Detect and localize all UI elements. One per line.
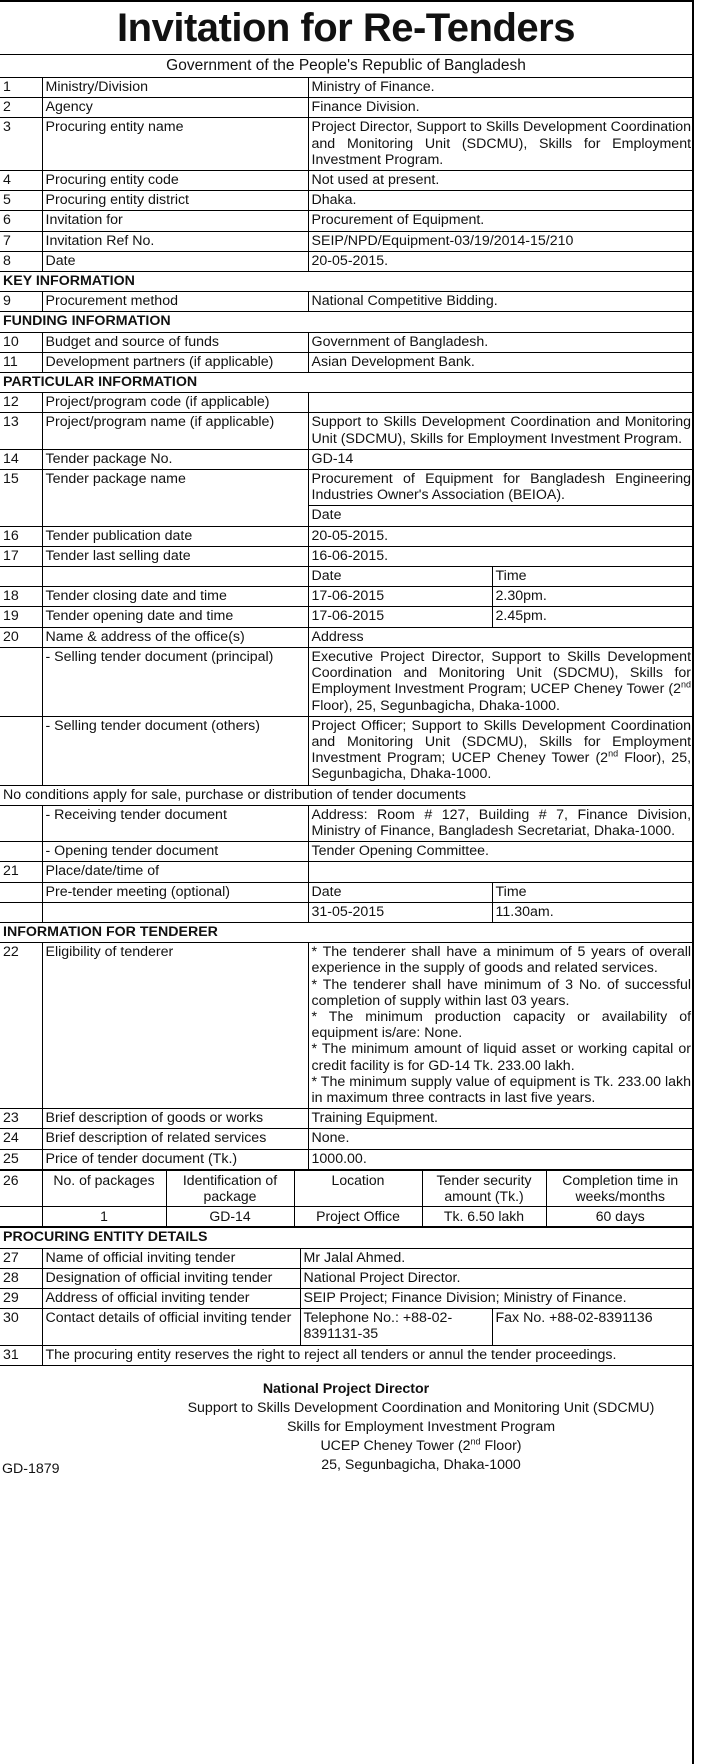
table-row: 16 Tender publication date 20-05-2015. <box>0 526 694 546</box>
table-row: 11 Development partners (if applicable) Asian Development Bank. <box>0 352 694 372</box>
table-row: 30 Contact details of official inviting tender Telephone No.: +88-02-8391131-35 Fax No. +88-02-8391136 <box>0 1309 694 1345</box>
entity-table <box>0 1227 694 1365</box>
table-row: Pre-tender meeting (optional) Date Time <box>0 882 694 902</box>
table-row: - Receiving tender document Address: Room # 127, Building # 7, Finance Division, Ministry of Finance, Bangladesh Secretariat, Dhaka-1000. <box>0 805 694 841</box>
page-title: Invitation for Re-Tenders <box>117 6 575 50</box>
table-row: No conditions apply for sale, purchase or distribution of tender documents <box>0 785 694 805</box>
table-row: 6 Invitation for Procurement of Equipment. <box>0 211 694 231</box>
table-row: 31-05-2015 11.30am. <box>0 902 694 922</box>
table-row: 31 The procuring entity reserves the right to reject all tenders or annul the tender proceedings. <box>0 1345 694 1365</box>
table-row: 20 Name & address of the office(s) Address <box>0 627 694 647</box>
signature-block <box>0 1366 692 1475</box>
tender-table <box>0 77 694 1170</box>
table-row: Date Time <box>0 567 694 587</box>
table-row: 7 Invitation Ref No. SEIP/NPD/Equipment-03/19/2014-15/210 <box>0 231 694 251</box>
table-row: 14 Tender package No. GD-14 <box>0 449 694 469</box>
table-row: 23 Brief description of goods or works Training Equipment. <box>0 1109 694 1129</box>
table-row: 1 Ministry/Division Ministry of Finance. <box>0 78 694 98</box>
table-row: 9 Procurement method National Competitive Bidding. <box>0 292 694 312</box>
table-row: 29 Address of official inviting tender SEIP Project; Finance Division; Ministry of Finance. <box>0 1289 694 1309</box>
table-row: - Selling tender document (others) Project Officer; Support to Skills Development Coordination and Monitoring Unit (SDCMU), Skills for Employment Investment Program; UCEP Cheney Tower (2nd Floor), 25, Segunbagicha, Dhaka-1000. <box>0 716 694 785</box>
signatory-program: Skills for Employment Investment Program <box>286 1418 556 1435</box>
table-row: - Selling tender document (principal) Executive Project Director, Support to Skills Development Coordination and Monitoring Unit (SDCMU), Skills for Employment Investment Program; UCEP Cheney Tower (2nd Floor), 25, Segunbagicha, Dhaka-1000. <box>0 647 694 716</box>
table-row: 2 Agency Finance Division. <box>0 98 694 118</box>
table-row: 25 Price of tender document (Tk.) 1000.00. <box>0 1149 694 1169</box>
package-table <box>0 1170 694 1228</box>
table-row: 12 Project/program code (if applicable) <box>0 393 694 413</box>
eligibility-item: * The minimum amount of liquid asset or working capital or credit facility is for GD-14 Tk. 233.00 lakh. <box>311 1041 692 1074</box>
table-row: Date <box>0 506 694 526</box>
table-row: 1 GD-14 Project Office Tk. 6.50 lakh 60 days <box>0 1207 694 1227</box>
page-subtitle: Government of the People's Republic of Bangladesh <box>0 54 692 77</box>
table-row: 28 Designation of official inviting tender National Project Director. <box>0 1268 694 1288</box>
eligibility-item: * The minimum production capacity or availability of equipment is/are: None. <box>311 1008 692 1042</box>
section-header: FUNDING INFORMATION <box>0 312 694 332</box>
table-row: - Opening tender document Tender Opening Committee. <box>0 842 694 862</box>
table-row: 10 Budget and source of funds Government of Bangladesh. <box>0 332 694 352</box>
table-row: 22 Eligibility of tenderer * The tenderer shall have a minimum of 5 years of overall experience in the supply of goods and related services. * The tenderer shall have minimum of 3 No. of successful completion of supply within last 03 years. * The minimum production capacity or availability of equipment is/are: None. * The minimum amount of liquid asset or working capital or credit facility is for GD-14 Tk. 233.00 lakh. * The minimum supply value of equipment is Tk. 233.00 lakh in maximum three contracts in last five years. <box>0 943 694 1109</box>
table-row: 17 Tender last selling date 16-06-2015. <box>0 546 694 566</box>
notice-code: GD-1879 <box>2 1460 60 1477</box>
section-header: PARTICULAR INFORMATION <box>0 373 694 393</box>
section-header: INFORMATION FOR TENDERER <box>0 922 694 942</box>
signatory-address: 25, Segunbagicha, Dhaka-1000 <box>321 1456 521 1473</box>
table-row: 4 Procuring entity code Not used at present. <box>0 171 694 191</box>
table-row: 15 Tender package name Procurement of Equipment for Bangladesh Engineering Industries Owner's Association (BEIOA). <box>0 470 694 506</box>
table-row: 27 Name of official inviting tender Mr Jalal Ahmed. <box>0 1248 694 1268</box>
table-row: 8 Date 20-05-2015. <box>0 251 694 271</box>
signatory-unit: Support to Skills Development Coordination and Monitoring Unit (SDCMU) <box>187 1399 655 1416</box>
table-row: 3 Procuring entity name Project Director, Support to Skills Development Coordination and Monitoring Unit (SDCMU), Skills for Employment Investment Program. <box>0 118 694 171</box>
section-header: PROCURING ENTITY DETAILS <box>0 1228 694 1248</box>
eligibility-item: * The tenderer shall have minimum of 3 No. of successful completion of supply within last 03 years. <box>311 976 692 1009</box>
signatory-designation: National Project Director <box>262 1380 430 1397</box>
table-row: 19 Tender opening date and time 17-06-2015 2.45pm. <box>0 607 694 627</box>
table-row: 13 Project/program name (if applicable) Support to Skills Development Coordination and Monitoring Unit (SDCMU), Skills for Employment Investment Program. <box>0 413 694 449</box>
section-header: KEY INFORMATION <box>0 272 694 292</box>
eligibility-item: * The tenderer shall have a minimum of 5 years of overall experience in the supply of goods and related services. <box>311 944 692 977</box>
table-row: 18 Tender closing date and time 17-06-2015 2.30pm. <box>0 587 694 607</box>
signatory-building: UCEP Cheney Tower (2nd Floor) <box>320 1436 522 1454</box>
table-row: 26 No. of packages Identification of package Location Tender security amount (Tk.) Completion time in weeks/months <box>0 1170 694 1206</box>
eligibility-item: * The minimum supply value of equipment is Tk. 233.00 lakh in maximum three contracts in last five years. <box>311 1073 692 1106</box>
table-row: 24 Brief description of related services None. <box>0 1129 694 1149</box>
table-row: 21 Place/date/time of <box>0 862 694 882</box>
table-row: 5 Procuring entity district Dhaka. <box>0 191 694 211</box>
